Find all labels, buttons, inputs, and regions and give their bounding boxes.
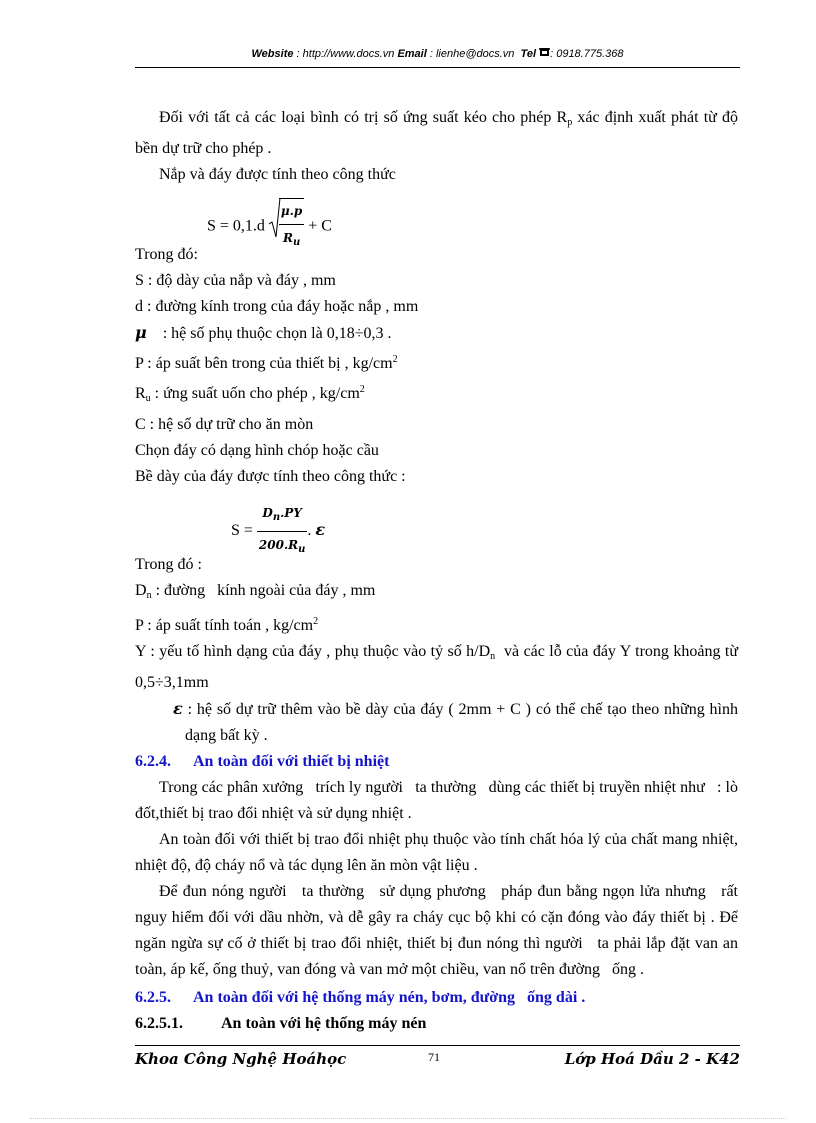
page-header: Website : http://www.docs.vn Email : lienhe@docs.vn Tel : 0918.775.368 bbox=[251, 48, 624, 60]
definition-ru: $R_u$ : ứng suất uốn cho phép , $kg/cm^2$ bbox=[135, 384, 365, 404]
definition-dn: $D_n$ : đường kính ngoài của đáy , mm bbox=[135, 582, 376, 601]
formula-lid-thickness bbox=[135, 192, 738, 248]
formula-bottom-thickness: S = $\frac{D_n.PY}{200.R_u}$ . ε bbox=[135, 494, 738, 546]
definition-epsilon: ε : hệ số dự trữ thêm vào bề dày của đáy ( 2mm + C ) có thể chế tạo theo những hình dạng bất kỳ . bbox=[173, 699, 738, 744]
footer-divider bbox=[135, 1045, 740, 1046]
definition-d: d : đường kính trong của đáy hoặc nắp , mm bbox=[135, 298, 419, 315]
formula2-fraction: $\frac{D_n.PY}{200.R_u}$ bbox=[257, 500, 307, 563]
bottom-thickness-intro: Bề dày của đáy được tính theo công thức : bbox=[135, 468, 406, 485]
definition-s: S : độ dày của nắp và đáy , mm bbox=[135, 272, 336, 289]
phone-icon bbox=[539, 48, 550, 60]
definition-p2: P : áp suất tính toán , $kg/cm^2$ bbox=[135, 616, 319, 634]
heading-6-2-4: 6.2.4. An toàn đối với thiết bị nhiệt bbox=[135, 753, 390, 770]
paragraph-allowable-stress: Đối với tất cả các loại bình có trị số ứng suất kéo cho phép $R_p$ xác định xuất phát từ độ bền dự trữ cho phép . bbox=[135, 109, 739, 157]
definition-p: P : áp suất bên trong của thiết bị , $kg/cm^2$ bbox=[135, 354, 398, 372]
heading-6-2-5: 6.2.5. An toàn đối với hệ thống máy nén, bơm, đường ống dài . bbox=[135, 989, 586, 1006]
definition-mu: μ : hệ số phụ thuộc chọn là 0,18÷0,3 . bbox=[135, 323, 392, 342]
definition-c: C : hệ số dự trữ cho ăn mòn bbox=[135, 416, 314, 433]
paragraph-heat-equipment-2: An toàn đối với thiết bị trao đổi nhiệt phụ thuộc vào tính chất hóa lý của chất mang nhiệt, nhiệt độ, độ cháy nổ và tác dụng lên ăn mòn vật liệu . bbox=[135, 831, 738, 874]
website-label: Website bbox=[251, 48, 294, 60]
document-body bbox=[135, 105, 743, 1037]
choose-bottom-shape: Chọn đáy có dạng hình chóp hoặc cầu bbox=[135, 442, 379, 459]
paragraph-heat-equipment-3: Để đun nóng người ta thường sử dụng phương pháp đun bằng ngọn lửa nhưng rất nguy hiểm đối với dầu nhờn, và dễ gây ra cháy cục bộ khi có cặn đóng vào đáy thiết bị . Để ngăn ngừa sự cố ở thiết bị trao đổi nhiệt, thiết bị đun nóng thì người ta phải lắp đặt van an toàn, áp kế, ống thuỷ, van đóng và van mở một chiều, van nổ trên đường ống . bbox=[135, 883, 742, 978]
definition-y: Y : yếu tố hình dạng của đáy , phụ thuộc vào tỷ số $h/D_n$ và các lỗ của đáy Y trong khoảng từ 0,5÷3,1mm bbox=[135, 643, 743, 691]
formula1-rhs: + C bbox=[308, 217, 332, 235]
where-label-1: Trong đó: bbox=[135, 246, 198, 263]
page-number: 71 bbox=[428, 1050, 440, 1064]
formula2-lhs: S = bbox=[231, 522, 253, 540]
tel-value: : 0918.775.368 bbox=[550, 48, 624, 60]
footer-class: Lớp Hoá Dầu 2 - K42 bbox=[564, 1050, 740, 1068]
formula1-lhs: S = 0,1.d bbox=[207, 217, 265, 235]
epsilon-symbol: ε bbox=[315, 520, 326, 540]
header-divider bbox=[135, 67, 740, 68]
square-root bbox=[269, 198, 304, 256]
paragraph-lid-bottom: Nắp và đáy được tính theo công thức bbox=[159, 166, 396, 183]
website-link[interactable]: http://www.docs.vn bbox=[302, 48, 395, 60]
paragraph-heat-equipment-1: Trong các phân xưởng trích ly người ta thường dùng các thiết bị truyền nhiệt như : lò đốt,thiết bị trao đổi nhiệt và sử dụng nhiệt . bbox=[135, 779, 742, 822]
email-label: Email bbox=[397, 48, 427, 60]
tel-label: Tel bbox=[520, 48, 537, 60]
formula1-fraction: $\frac{\mu.p}{R_u}$ bbox=[279, 198, 304, 256]
where-label-2: Trong đó : bbox=[135, 556, 202, 573]
footer-faculty: Khoa Công Nghệ Hoáhọc bbox=[135, 1050, 347, 1068]
heading-6-2-5-1: 6.2.5.1. An toàn với hệ thống máy nén bbox=[135, 1015, 427, 1032]
page-bottom-border bbox=[30, 1118, 786, 1119]
email-link[interactable]: lienhe@docs.vn bbox=[435, 48, 515, 60]
